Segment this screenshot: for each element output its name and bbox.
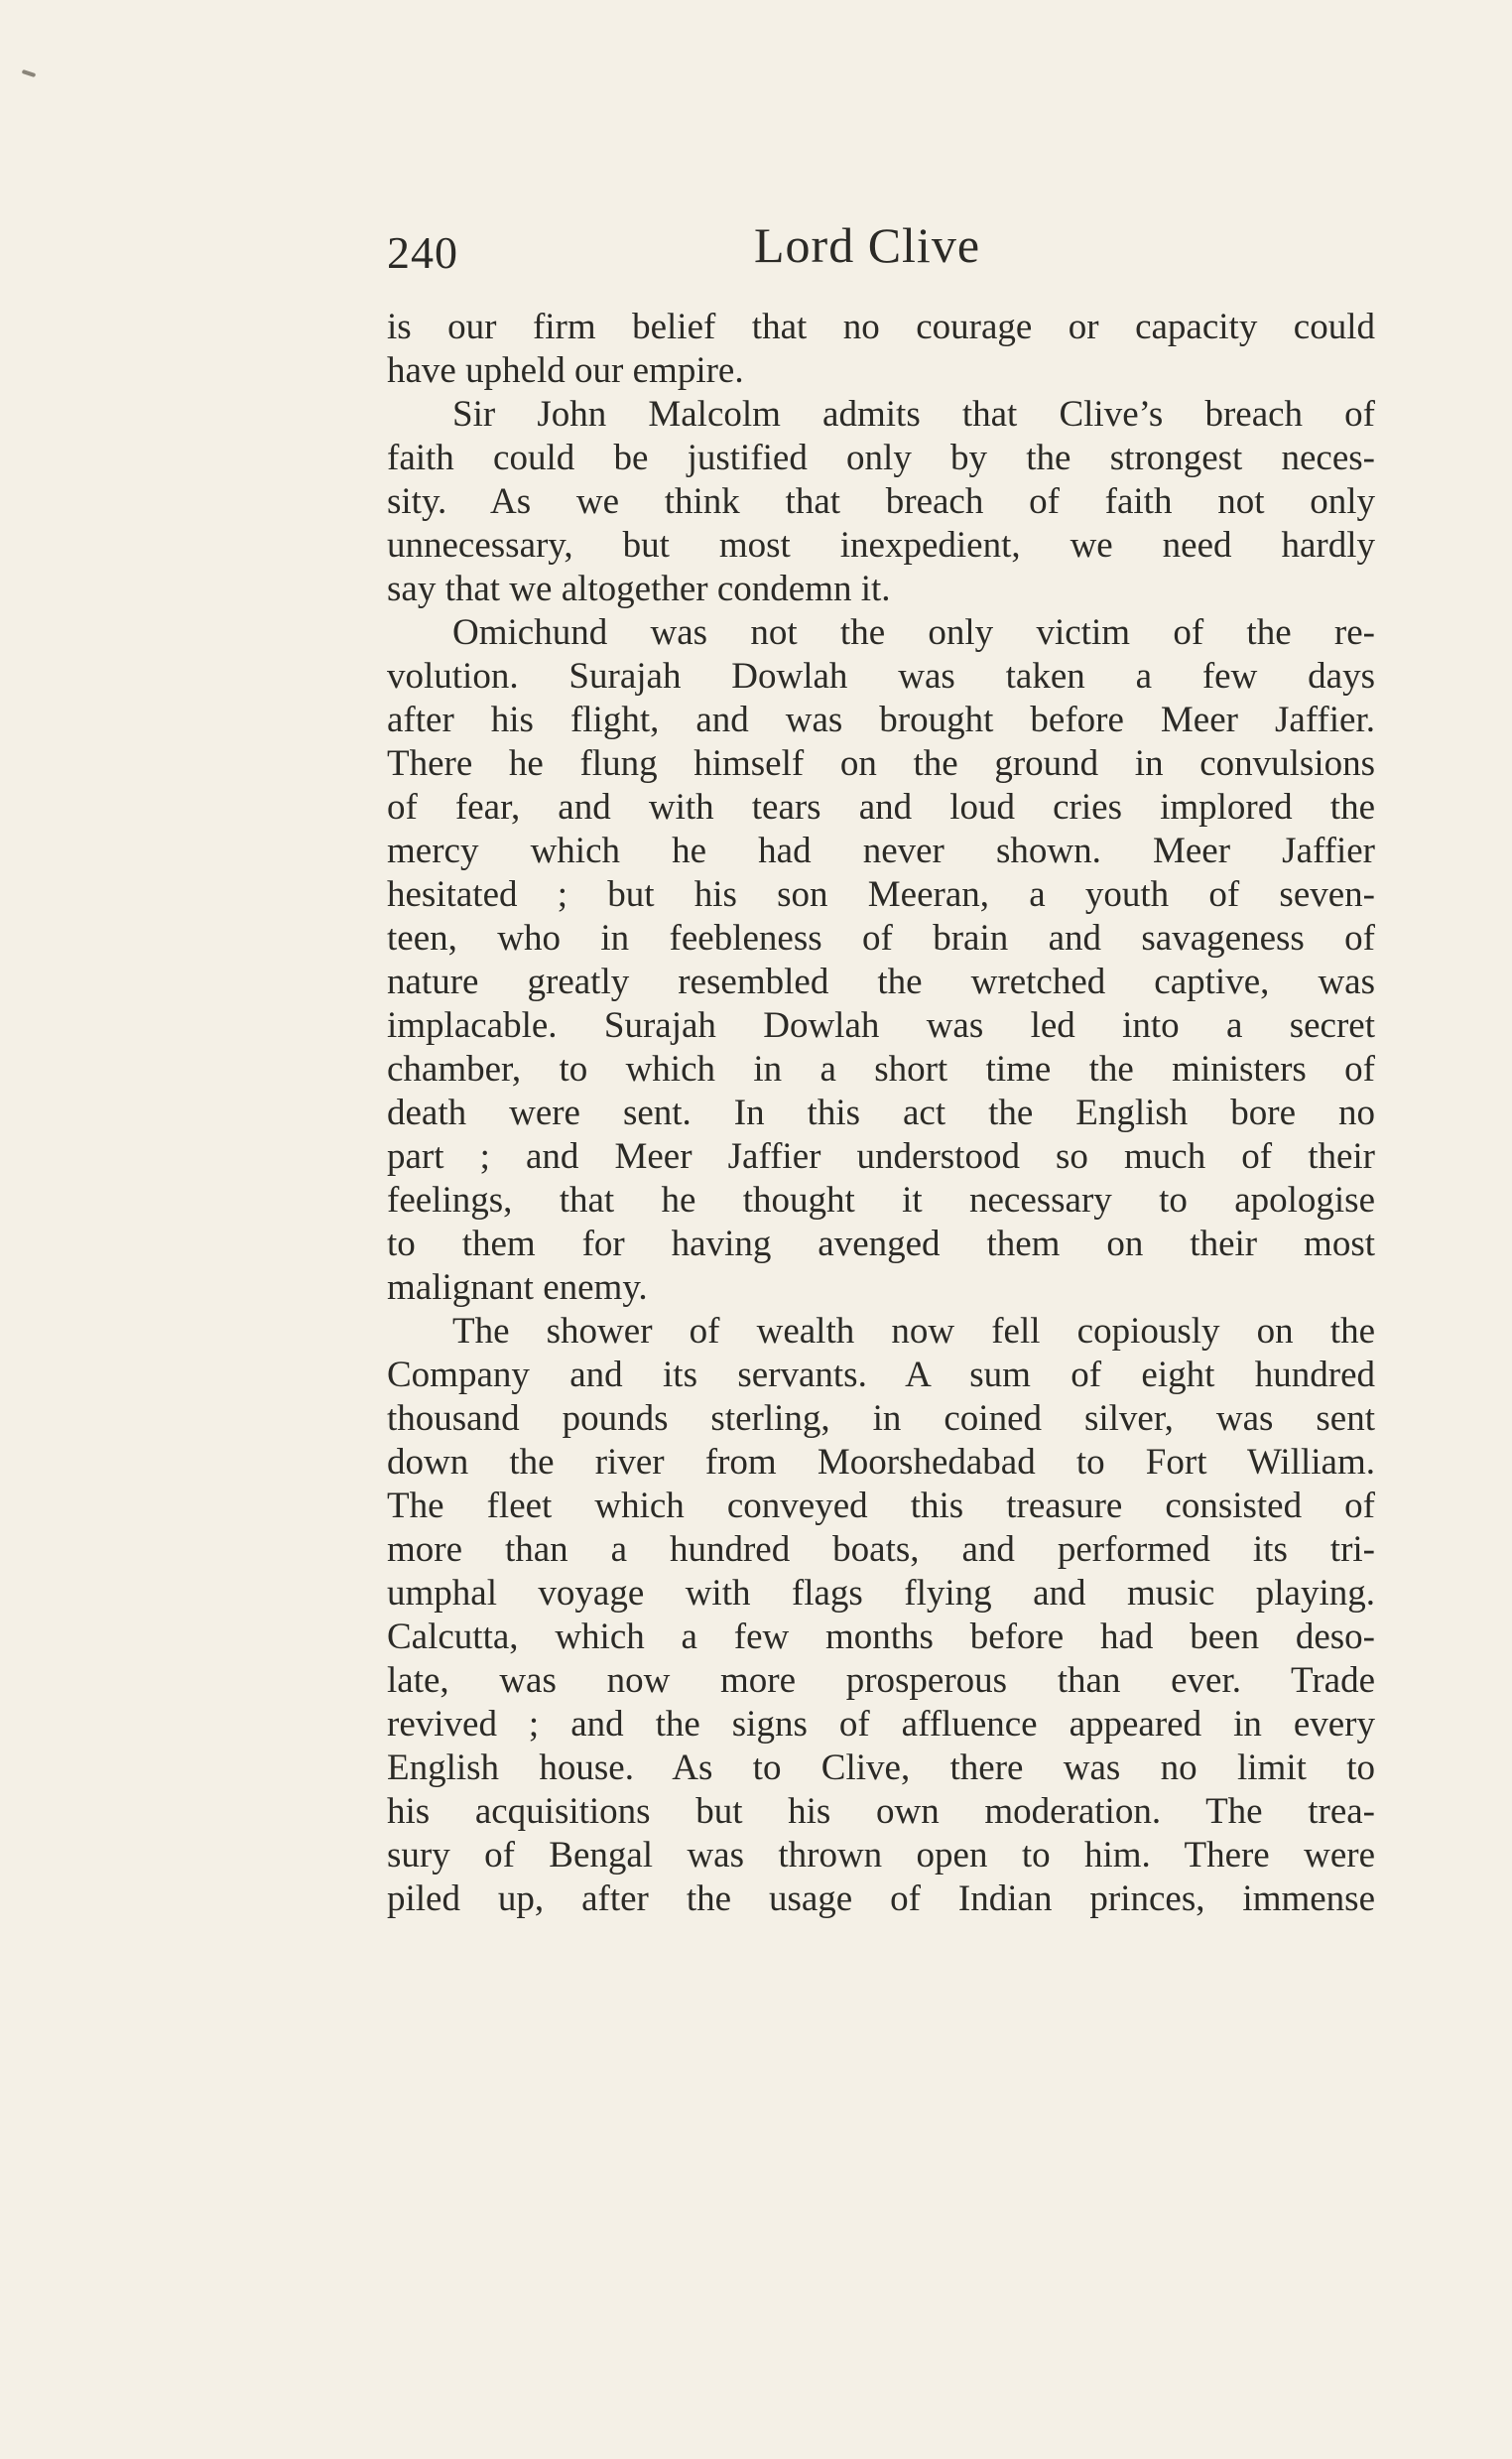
page-number: 240 bbox=[387, 227, 458, 278]
text-line: Omichund was not the only victim of the re- bbox=[452, 612, 1375, 653]
text-line: Sir John Malcolm admits that Clive’s breach of bbox=[452, 394, 1375, 435]
text-line: say that we altogether condemn it. bbox=[387, 569, 891, 609]
text-line: hesitated ; but his son Meeran, a youth of seven- bbox=[387, 874, 1375, 915]
text-line: umphal voyage with flags flying and music playing. bbox=[387, 1573, 1375, 1614]
text-line: English house. As to Clive, there was no limit to bbox=[387, 1747, 1375, 1788]
text-line: is our firm belief that no courage or capacity could bbox=[387, 307, 1375, 347]
text-line: faith could be justified only by the strongest neces- bbox=[387, 438, 1375, 478]
body-text bbox=[387, 306, 1375, 1921]
text-line: revived ; and the signs of affluence appeared in every bbox=[387, 1704, 1375, 1745]
text-line: piled up, after the usage of Indian princes, immense bbox=[387, 1878, 1375, 1919]
text-line: more than a hundred boats, and performed its tri- bbox=[387, 1529, 1375, 1570]
text-line: late, was now more prosperous than ever. Trade bbox=[387, 1660, 1375, 1701]
paragraph bbox=[387, 611, 1375, 1310]
text-line: Calcutta, which a few months before had been deso- bbox=[387, 1617, 1375, 1657]
running-head bbox=[387, 216, 1379, 286]
paragraph bbox=[387, 1310, 1375, 1921]
text-line: implacable. Surajah Dowlah was led into a secret bbox=[387, 1005, 1375, 1046]
text-line: volution. Surajah Dowlah was taken a few days bbox=[387, 656, 1375, 697]
paragraph bbox=[387, 306, 1375, 393]
text-line: The shower of wealth now fell copiously on the bbox=[452, 1311, 1375, 1352]
text-line: thousand pounds sterling, in coined silver, was sent bbox=[387, 1398, 1375, 1439]
text-line: his acquisitions but his own moderation. The trea- bbox=[387, 1791, 1375, 1832]
text-line: death were sent. In this act the English bore no bbox=[387, 1093, 1375, 1133]
text-line: nature greatly resembled the wretched captive, was bbox=[387, 962, 1375, 1002]
text-line: sury of Bengal was thrown open to him. There were bbox=[387, 1835, 1375, 1876]
text-line: teen, who in feebleness of brain and savageness of bbox=[387, 918, 1375, 959]
text-line: part ; and Meer Jaffier understood so much of their bbox=[387, 1136, 1375, 1177]
text-line: to them for having avenged them on their most bbox=[387, 1224, 1375, 1264]
text-line: chamber, to which in a short time the ministers of bbox=[387, 1049, 1375, 1090]
text-line: There he flung himself on the ground in convulsions bbox=[387, 743, 1375, 784]
text-line: The fleet which conveyed this treasure consisted of bbox=[387, 1486, 1375, 1526]
text-line: Company and its servants. A sum of eight hundred bbox=[387, 1355, 1375, 1395]
text-line: of fear, and with tears and loud cries implored the bbox=[387, 787, 1375, 828]
text-line: down the river from Moorshedabad to Fort William. bbox=[387, 1442, 1375, 1483]
text-line: feelings, that he thought it necessary to apologise bbox=[387, 1180, 1375, 1221]
ink-speck bbox=[22, 69, 37, 77]
text-line: malignant enemy. bbox=[387, 1267, 648, 1308]
text-line: mercy which he had never shown. Meer Jaffier bbox=[387, 831, 1375, 871]
text-line: unnecessary, but most inexpedient, we need hardly bbox=[387, 525, 1375, 566]
header-title: Lord Clive bbox=[754, 217, 981, 273]
paragraph bbox=[387, 393, 1375, 611]
text-line: sity. As we think that breach of faith not only bbox=[387, 481, 1375, 522]
text-line: have upheld our empire. bbox=[387, 350, 744, 391]
text-line: after his flight, and was brought before Meer Jaffier. bbox=[387, 700, 1375, 740]
